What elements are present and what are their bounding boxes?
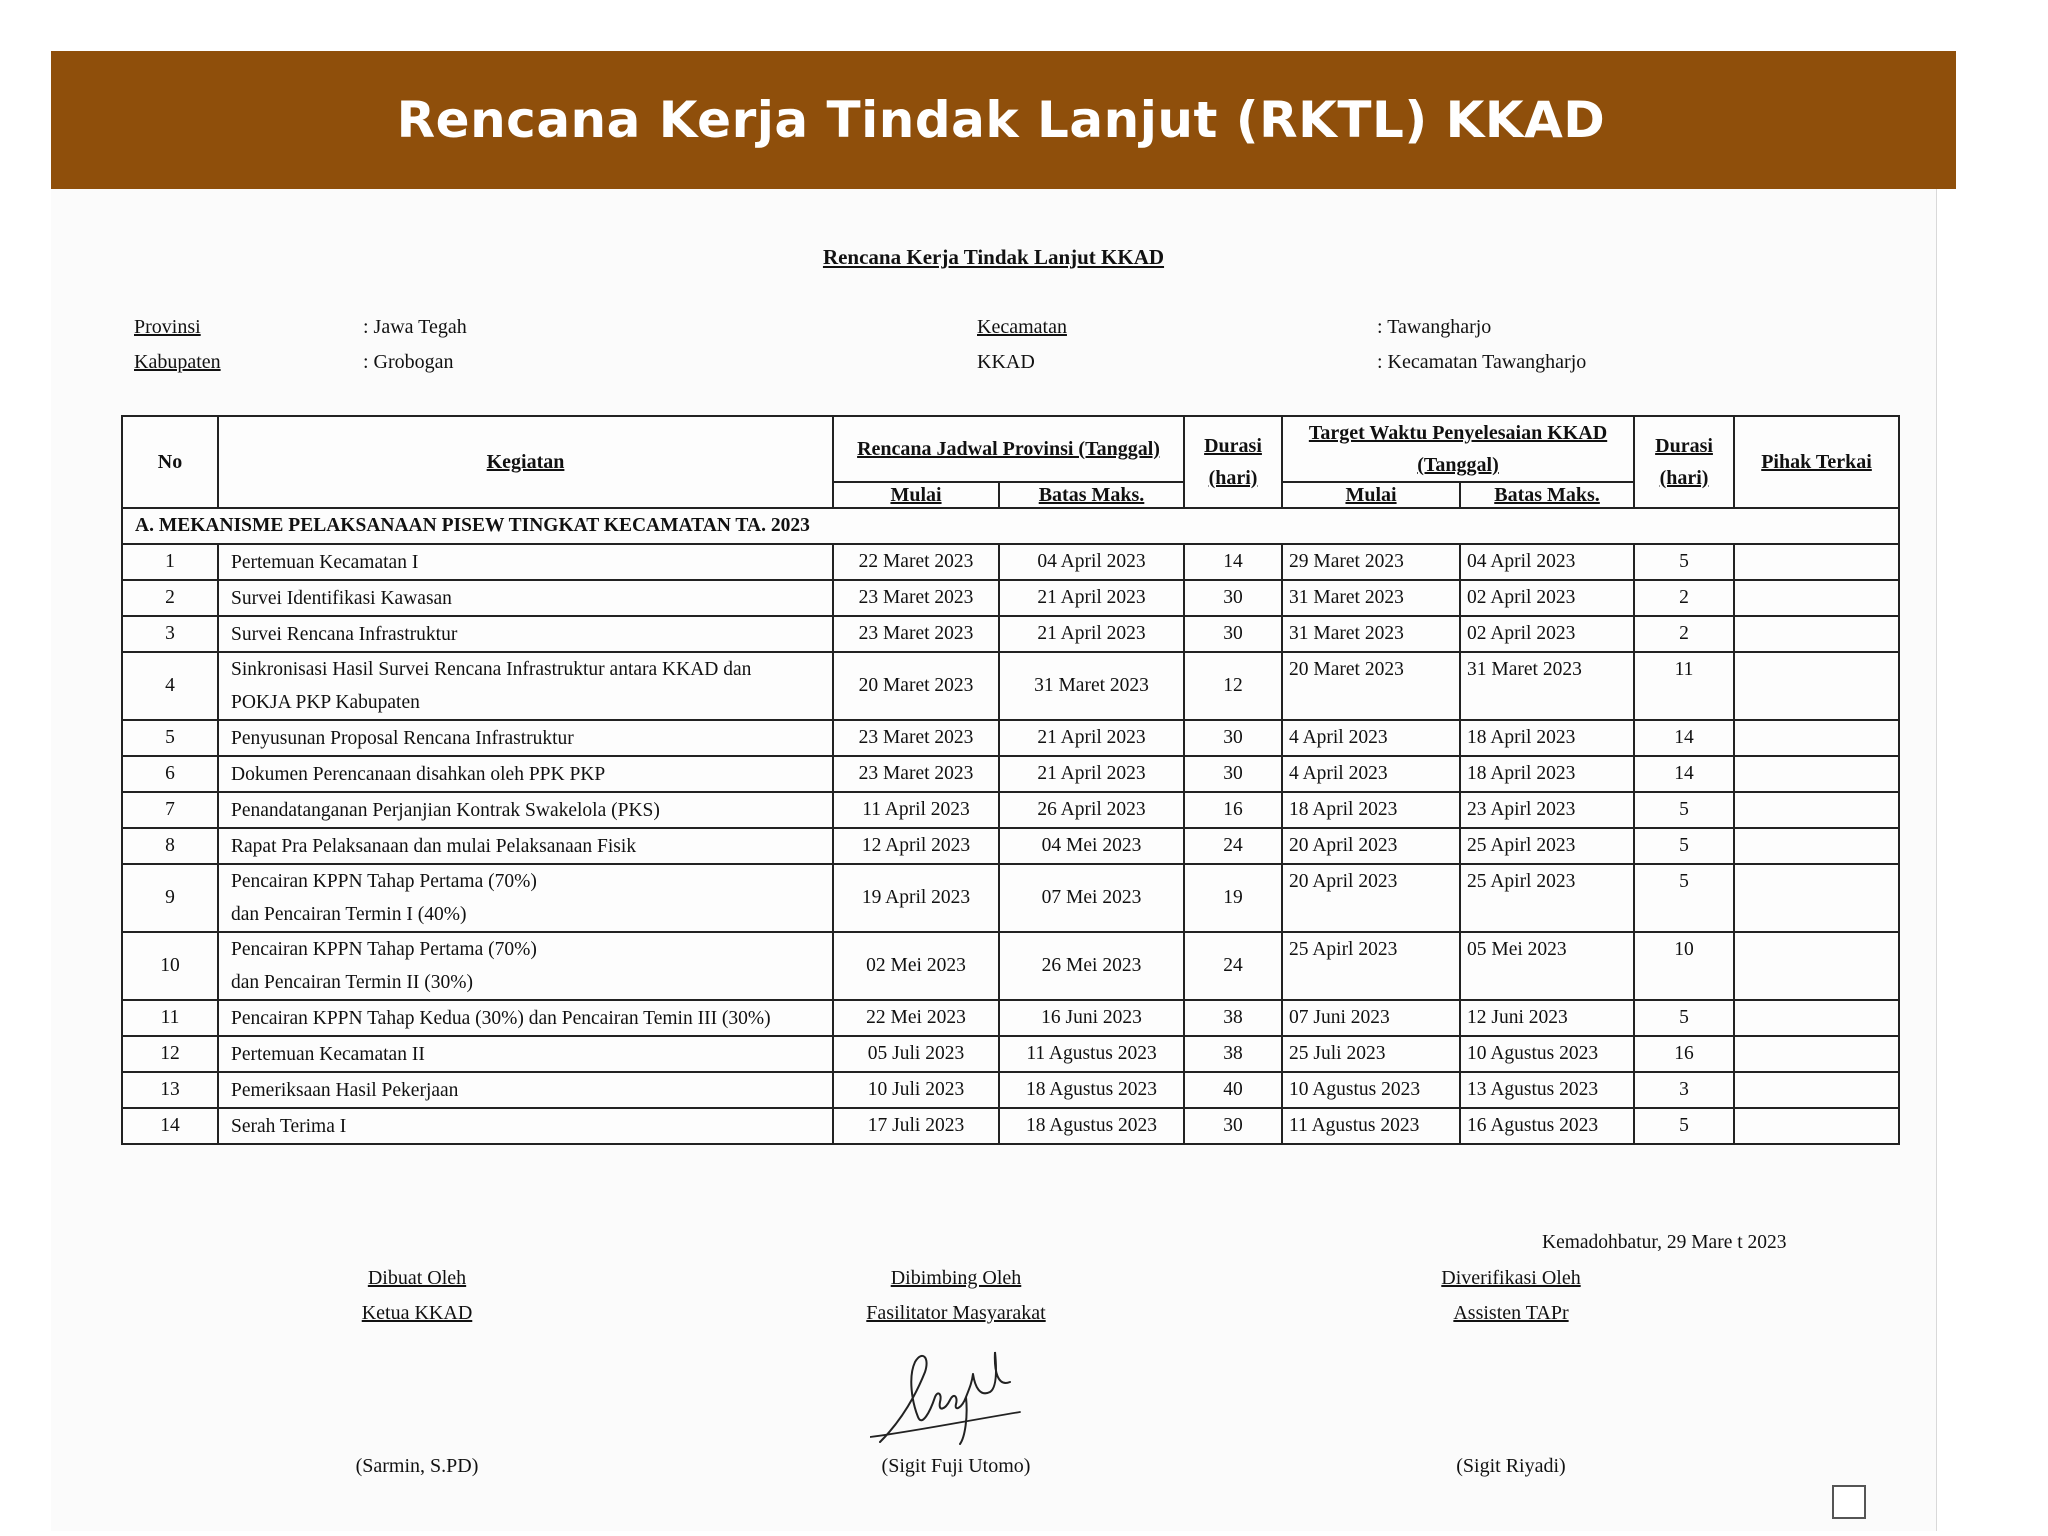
kecamatan-label: Kecamatan [977, 316, 1067, 338]
kabupaten-value: : Grobogan [363, 351, 454, 373]
row-kkad-batas-maks: 02 April 2023 [1460, 616, 1634, 652]
row-kkad-batas-maks: 18 April 2023 [1460, 756, 1634, 792]
table-row [122, 616, 1899, 652]
row-durasi: 24 [1184, 932, 1282, 1000]
left-role-2: Ketua KKAD [361, 1302, 473, 1324]
row-durasi: 24 [1184, 828, 1282, 864]
row-mulai: 19 April 2023 [833, 864, 999, 932]
right-signatory-name: (Sigit Riyadi) [1456, 1455, 1566, 1477]
header-durasi-kkad: Durasi (hari) [1634, 416, 1734, 508]
row-kkad-mulai: 31 Maret 2023 [1282, 616, 1460, 652]
table-row [122, 1000, 1899, 1036]
row-kkad-batas-maks: 31 Maret 2023 [1460, 652, 1634, 720]
row-kegiatan-line-1: Pemeriksaan Hasil Pekerjaan [231, 1079, 459, 1101]
row-kkad-durasi: 5 [1634, 544, 1734, 580]
row-durasi: 30 [1184, 756, 1282, 792]
row-kkad-mulai: 25 Apirl 2023 [1282, 932, 1460, 1000]
row-kkad-batas-maks: 04 April 2023 [1460, 544, 1634, 580]
header-jadwal-provinsi: Rencana Jadwal Provinsi (Tanggal) [833, 416, 1184, 482]
row-batas-maks: 26 Mei 2023 [999, 932, 1184, 1000]
row-kegiatan [218, 1000, 833, 1036]
row-kkad-durasi: 5 [1634, 1000, 1734, 1036]
row-kegiatan [218, 720, 833, 756]
row-kegiatan [218, 1036, 833, 1072]
row-kegiatan [218, 1108, 833, 1144]
section-row [122, 508, 1899, 544]
row-durasi: 14 [1184, 544, 1282, 580]
row-durasi: 38 [1184, 1036, 1282, 1072]
row-mulai: 05 Juli 2023 [833, 1036, 999, 1072]
mid-role-2: Fasilitator Masyarakat [866, 1302, 1046, 1324]
row-pihak-terkait [1734, 792, 1899, 828]
row-batas-maks: 21 April 2023 [999, 720, 1184, 756]
row-mulai: 12 April 2023 [833, 828, 999, 864]
row-batas-maks: 21 April 2023 [999, 756, 1184, 792]
row-kkad-mulai: 4 April 2023 [1282, 720, 1460, 756]
mid-role-1: Dibimbing Oleh [890, 1267, 1022, 1289]
row-kkad-mulai: 20 April 2023 [1282, 828, 1460, 864]
row-no: 11 [122, 1000, 218, 1036]
row-kkad-mulai: 10 Agustus 2023 [1282, 1072, 1460, 1108]
row-pihak-terkait [1734, 1036, 1899, 1072]
row-mulai: 17 Juli 2023 [833, 1108, 999, 1144]
row-durasi: 30 [1184, 1108, 1282, 1144]
row-kegiatan-line-1: Pertemuan Kecamatan II [231, 1043, 425, 1065]
row-kkad-mulai: 20 April 2023 [1282, 864, 1460, 932]
row-batas-maks: 16 Juni 2023 [999, 1000, 1184, 1036]
header-pihak-terkait: Pihak Terkai [1734, 416, 1899, 508]
table-row [122, 1072, 1899, 1108]
row-durasi: 30 [1184, 616, 1282, 652]
row-kkad-durasi: 11 [1634, 652, 1734, 720]
row-mulai: 10 Juli 2023 [833, 1072, 999, 1108]
row-kkad-batas-maks: 02 April 2023 [1460, 580, 1634, 616]
row-kkad-durasi: 10 [1634, 932, 1734, 1000]
row-batas-maks: 26 April 2023 [999, 792, 1184, 828]
row-kkad-mulai: 11 Agustus 2023 [1282, 1108, 1460, 1144]
row-pihak-terkait [1734, 1108, 1899, 1144]
row-durasi: 19 [1184, 864, 1282, 932]
row-kegiatan [218, 864, 833, 932]
row-pihak-terkait [1734, 544, 1899, 580]
table-row [122, 720, 1899, 756]
row-no: 4 [122, 652, 218, 720]
header-mulai: Mulai [833, 482, 999, 508]
table-row [122, 1036, 1899, 1072]
row-kkad-durasi: 5 [1634, 1108, 1734, 1144]
row-kegiatan-line-1: Penandatanganan Perjanjian Kontrak Swakelola (PKS) [231, 799, 660, 821]
header-kegiatan: Kegiatan [218, 416, 833, 508]
row-kkad-mulai: 18 April 2023 [1282, 792, 1460, 828]
left-role-1: Dibuat Oleh [367, 1267, 467, 1289]
right-role-1: Diverifikasi Oleh [1441, 1267, 1581, 1289]
row-batas-maks: 21 April 2023 [999, 616, 1184, 652]
row-batas-maks: 04 April 2023 [999, 544, 1184, 580]
row-durasi: 12 [1184, 652, 1282, 720]
row-kegiatan-line-1: Survei Identifikasi Kawasan [231, 587, 452, 609]
row-kegiatan-line-1: Pencairan KPPN Tahap Kedua (30%) dan Pencairan Temin III (30%) [231, 1007, 771, 1029]
mid-signatory-name: (Sigit Fuji Utomo) [881, 1455, 1031, 1477]
row-kegiatan-line-1: Survei Rencana Infrastruktur [231, 623, 458, 645]
header-durasi: Durasi (hari) [1184, 416, 1282, 508]
table-row [122, 1108, 1899, 1144]
row-durasi: 38 [1184, 1000, 1282, 1036]
row-kkad-batas-maks: 12 Juni 2023 [1460, 1000, 1634, 1036]
row-kkad-durasi: 5 [1634, 828, 1734, 864]
row-durasi: 30 [1184, 720, 1282, 756]
row-no: 8 [122, 828, 218, 864]
row-no: 9 [122, 864, 218, 932]
row-mulai: 23 Maret 2023 [833, 756, 999, 792]
row-kkad-mulai: 20 Maret 2023 [1282, 652, 1460, 720]
row-kegiatan-line-1: Pencairan KPPN Tahap Pertama (70%) [231, 871, 537, 892]
row-batas-maks: 11 Agustus 2023 [999, 1036, 1184, 1072]
title-banner [51, 51, 1956, 189]
row-kegiatan-line-1: Rapat Pra Pelaksanaan dan mulai Pelaksanaan Fisik [231, 835, 637, 857]
row-no: 13 [122, 1072, 218, 1108]
row-kegiatan-line-1: Sinkronisasi Hasil Survei Rencana Infrastruktur antara KKAD dan [231, 659, 752, 680]
table-row [122, 756, 1899, 792]
table-row [122, 652, 1899, 720]
row-pihak-terkait [1734, 864, 1899, 932]
kecamatan-value: : Tawangharjo [1377, 316, 1492, 338]
row-kegiatan-line-2: dan Pencairan Termin II (30%) [231, 972, 473, 993]
row-batas-maks: 18 Agustus 2023 [999, 1108, 1184, 1144]
row-kegiatan [218, 616, 833, 652]
row-kkad-durasi: 2 [1634, 616, 1734, 652]
row-kegiatan-line-1: Penyusunan Proposal Rencana Infrastruktur [231, 727, 574, 749]
kkad-label: KKAD [977, 351, 1035, 373]
row-mulai: 23 Maret 2023 [833, 616, 999, 652]
row-pihak-terkait [1734, 1000, 1899, 1036]
row-mulai: 02 Mei 2023 [833, 932, 999, 1000]
row-kkad-mulai: 4 April 2023 [1282, 756, 1460, 792]
header-mulai-kkad: Mulai [1282, 482, 1460, 508]
header-batas-maks-kkad: Batas Maks. [1460, 482, 1634, 508]
handwritten-signature [870, 1342, 1030, 1452]
row-kegiatan [218, 544, 833, 580]
row-pihak-terkait [1734, 580, 1899, 616]
row-kkad-batas-maks: 23 Apirl 2023 [1460, 792, 1634, 828]
provinsi-label: Provinsi [134, 316, 201, 338]
row-kegiatan [218, 756, 833, 792]
row-kkad-batas-maks: 10 Agustus 2023 [1460, 1036, 1634, 1072]
row-kkad-durasi: 5 [1634, 864, 1734, 932]
row-kkad-batas-maks: 05 Mei 2023 [1460, 932, 1634, 1000]
section-a-label: A. MEKANISME PELAKSANAAN PISEW TINGKAT KECAMATAN TA. 2023 [122, 508, 1899, 544]
left-signatory-name: (Sarmin, S.PD) [355, 1455, 479, 1477]
row-kkad-batas-maks: 18 April 2023 [1460, 720, 1634, 756]
row-kkad-mulai: 07 Juni 2023 [1282, 1000, 1460, 1036]
header-target-kkad: Target Waktu Penyelesaian KKAD (Tanggal) [1282, 416, 1634, 482]
row-no: 7 [122, 792, 218, 828]
row-kegiatan [218, 652, 833, 720]
table-row [122, 792, 1899, 828]
row-kkad-durasi: 14 [1634, 756, 1734, 792]
row-kkad-batas-maks: 16 Agustus 2023 [1460, 1108, 1634, 1144]
row-batas-maks: 18 Agustus 2023 [999, 1072, 1184, 1108]
row-kkad-batas-maks: 13 Agustus 2023 [1460, 1072, 1634, 1108]
kabupaten-label: Kabupaten [134, 351, 221, 373]
row-mulai: 20 Maret 2023 [833, 652, 999, 720]
rktl-table [121, 415, 1900, 1145]
row-kkad-durasi: 16 [1634, 1036, 1734, 1072]
row-kegiatan [218, 1072, 833, 1108]
row-kegiatan [218, 932, 833, 1000]
row-durasi: 30 [1184, 580, 1282, 616]
row-pihak-terkait [1734, 652, 1899, 720]
row-batas-maks: 07 Mei 2023 [999, 864, 1184, 932]
row-batas-maks: 31 Maret 2023 [999, 652, 1184, 720]
row-durasi: 16 [1184, 792, 1282, 828]
slide-title: Rencana Kerja Tindak Lanjut (RKTL) KKAD [396, 91, 1606, 149]
table-row [122, 932, 1899, 1000]
row-kegiatan-line-2: POKJA PKP Kabupaten [231, 692, 420, 713]
row-pihak-terkait [1734, 720, 1899, 756]
header-batas-maks: Batas Maks. [999, 482, 1184, 508]
kkad-value: : Kecamatan Tawangharjo [1377, 351, 1587, 373]
row-no: 10 [122, 932, 218, 1000]
row-pihak-terkait [1734, 616, 1899, 652]
provinsi-value: : Jawa Tegah [363, 316, 467, 338]
row-no: 1 [122, 544, 218, 580]
row-no: 3 [122, 616, 218, 652]
row-mulai: 22 Mei 2023 [833, 1000, 999, 1036]
row-kkad-durasi: 3 [1634, 1072, 1734, 1108]
row-kkad-durasi: 14 [1634, 720, 1734, 756]
row-kkad-mulai: 25 Juli 2023 [1282, 1036, 1460, 1072]
row-kegiatan-line-1: Serah Terima I [231, 1115, 347, 1137]
row-pihak-terkait [1734, 932, 1899, 1000]
row-durasi: 40 [1184, 1072, 1282, 1108]
place-date: Kemadohbatur, 29 Mare t 2023 [1542, 1232, 1787, 1253]
row-pihak-terkait [1734, 1072, 1899, 1108]
row-batas-maks: 04 Mei 2023 [999, 828, 1184, 864]
row-kkad-durasi: 2 [1634, 580, 1734, 616]
row-kegiatan [218, 828, 833, 864]
row-kegiatan-line-1: Pencairan KPPN Tahap Pertama (70%) [231, 939, 537, 960]
document-image [51, 189, 1937, 1531]
checkbox-icon [1832, 1485, 1866, 1519]
row-mulai: 22 Maret 2023 [833, 544, 999, 580]
row-mulai: 23 Maret 2023 [833, 720, 999, 756]
table-row [122, 544, 1899, 580]
row-batas-maks: 21 April 2023 [999, 580, 1184, 616]
table-row [122, 828, 1899, 864]
row-no: 12 [122, 1036, 218, 1072]
row-kegiatan [218, 580, 833, 616]
row-pihak-terkait [1734, 828, 1899, 864]
row-no: 6 [122, 756, 218, 792]
row-mulai: 11 April 2023 [833, 792, 999, 828]
row-kkad-batas-maks: 25 Apirl 2023 [1460, 828, 1634, 864]
right-role-2: Assisten TAPr [1453, 1302, 1569, 1324]
row-no: 14 [122, 1108, 218, 1144]
document-title: Rencana Kerja Tindak Lanjut KKAD [822, 245, 1165, 269]
row-kegiatan [218, 792, 833, 828]
row-kegiatan-line-1: Dokumen Perencanaan disahkan oleh PPK PKP [231, 763, 606, 785]
row-kkad-mulai: 31 Maret 2023 [1282, 580, 1460, 616]
row-kegiatan-line-1: Pertemuan Kecamatan I [231, 551, 419, 573]
row-kkad-durasi: 5 [1634, 792, 1734, 828]
header-no: No [122, 416, 218, 508]
row-kkad-mulai: 29 Maret 2023 [1282, 544, 1460, 580]
row-no: 5 [122, 720, 218, 756]
row-kkad-batas-maks: 25 Apirl 2023 [1460, 864, 1634, 932]
row-mulai: 23 Maret 2023 [833, 580, 999, 616]
row-kegiatan-line-2: dan Pencairan Termin I (40%) [231, 904, 467, 925]
row-pihak-terkait [1734, 756, 1899, 792]
table-row [122, 580, 1899, 616]
table-row [122, 864, 1899, 932]
row-no: 2 [122, 580, 218, 616]
